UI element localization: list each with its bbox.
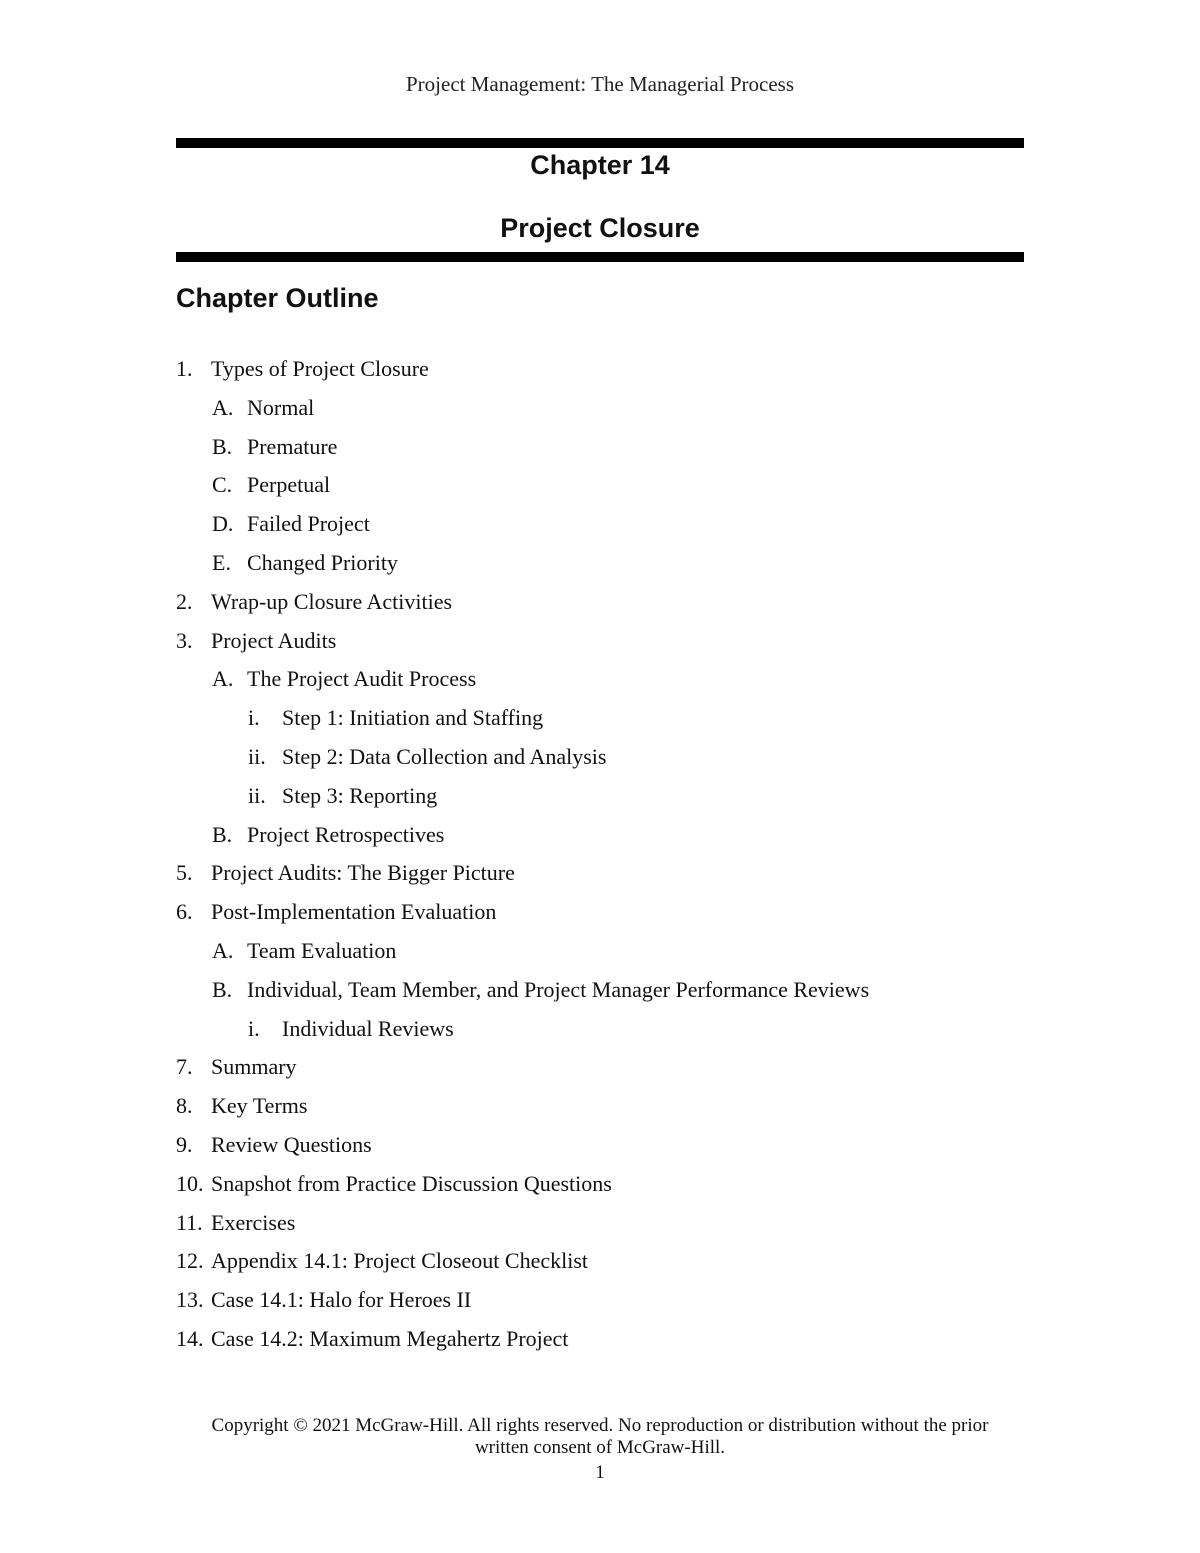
outline-item — [176, 1087, 1076, 1126]
outline-item-text: Post-Implementation Evaluation — [211, 899, 497, 925]
outline-item — [176, 777, 1076, 816]
outline-item-marker: 7. — [176, 1054, 193, 1080]
outline-item-text: Individual Reviews — [282, 1015, 454, 1041]
outline-item-marker: 10. — [176, 1170, 204, 1196]
outline-item — [176, 816, 1076, 855]
outline-item-text: Project Audits — [211, 627, 337, 653]
outline-item-marker: 13. — [176, 1287, 204, 1313]
outline-item — [176, 1204, 1076, 1243]
outline-item-marker: A. — [212, 666, 234, 692]
outline-item-marker: 14. — [176, 1325, 204, 1351]
outline-item — [176, 854, 1076, 893]
outline-item-text: Team Evaluation — [247, 937, 397, 963]
top-rule — [176, 138, 1024, 148]
outline-item — [176, 544, 1076, 583]
outline-item — [176, 505, 1076, 544]
outline-item — [176, 466, 1076, 505]
outline-item — [176, 1242, 1076, 1281]
outline-item-text: Appendix 14.1: Project Closeout Checklist — [211, 1248, 589, 1274]
outline-item — [176, 1320, 1076, 1359]
outline-item-text: Snapshot from Practice Discussion Questions — [211, 1170, 612, 1196]
outline-item-marker: A. — [212, 394, 234, 420]
outline-item-text: Step 3: Reporting — [282, 782, 438, 808]
outline-item — [176, 1126, 1076, 1165]
outline-item — [176, 622, 1076, 661]
outline-item-text: Normal — [247, 394, 315, 420]
outline-item-text: Case 14.2: Maximum Megahertz Project — [211, 1325, 569, 1351]
outline-item-text: Types of Project Closure — [211, 356, 429, 381]
outline-item — [176, 699, 1076, 738]
outline-item-text: Project Audits: The Bigger Picture — [211, 860, 515, 886]
copyright-footer — [0, 1415, 1200, 1459]
outline-item-marker: B. — [212, 433, 233, 459]
outline-item — [176, 389, 1076, 428]
outline-item-text: Key Terms — [211, 1093, 308, 1119]
outline-item-text: Individual, Team Member, and Project Manager Performance Reviews — [247, 976, 870, 1002]
outline-item — [176, 971, 1076, 1010]
outline-item-marker: B. — [212, 976, 233, 1002]
copyright-line-2: written consent of McGraw-Hill. — [474, 1437, 726, 1458]
outline-item-marker: A. — [212, 937, 234, 963]
chapter-outline-list — [176, 350, 1076, 1359]
outline-item — [176, 932, 1076, 971]
outline-item-marker: 1. — [176, 356, 193, 381]
outline-item-text: Case 14.1: Halo for Heroes II — [211, 1287, 472, 1313]
chapter-title: Project Closure — [500, 213, 700, 243]
outline-item-marker: 12. — [176, 1248, 204, 1274]
outline-item-text: Step 1: Initiation and Staffing — [282, 705, 544, 731]
copyright-line-1: Copyright © 2021 McGraw-Hill. All rights reserved. No reproduction or distribution without the prior — [211, 1415, 989, 1436]
outline-item — [176, 1010, 1076, 1049]
outline-item-text: Wrap-up Closure Activities — [211, 588, 453, 614]
outline-item-marker: ii. — [248, 782, 266, 808]
outline-item-marker: D. — [212, 511, 234, 537]
outline-item-text: Perpetual — [247, 472, 331, 498]
outline-item-text: Summary — [211, 1054, 297, 1080]
outline-item-marker: 6. — [176, 899, 193, 925]
outline-item-marker: 8. — [176, 1093, 193, 1119]
outline-heading: Chapter Outline — [176, 283, 379, 313]
running-header: Project Management: The Managerial Process — [406, 72, 794, 96]
outline-item-marker: 3. — [176, 627, 193, 653]
chapter-number: Chapter 14 — [530, 150, 670, 180]
outline-item — [176, 893, 1076, 932]
outline-item — [176, 428, 1076, 467]
outline-item — [176, 1165, 1076, 1204]
bottom-rule — [176, 252, 1024, 262]
page-number: 1 — [595, 1462, 605, 1483]
outline-item-marker: B. — [212, 821, 233, 847]
outline-item-marker: C. — [212, 472, 233, 498]
outline-item — [176, 1048, 1076, 1087]
outline-item-marker: i. — [248, 705, 260, 731]
outline-item-marker: E. — [212, 549, 231, 575]
outline-item — [176, 738, 1076, 777]
outline-item-marker: 11. — [176, 1209, 203, 1235]
outline-item-text: Premature — [247, 433, 338, 459]
outline-item-marker: 9. — [176, 1131, 193, 1157]
outline-item-marker: 5. — [176, 860, 193, 886]
outline-item-text: The Project Audit Process — [247, 666, 477, 692]
outline-item-text: Failed Project — [247, 511, 370, 537]
outline-item-marker: i. — [248, 1015, 260, 1041]
outline-item-text: Review Questions — [211, 1131, 372, 1157]
outline-item-text: Step 2: Data Collection and Analysis — [282, 743, 607, 769]
outline-item — [176, 1281, 1076, 1320]
outline-item-text: Exercises — [211, 1209, 296, 1235]
outline-item-marker: ii. — [248, 743, 266, 769]
outline-item — [176, 350, 1076, 389]
outline-item-text: Changed Priority — [247, 549, 398, 575]
outline-item — [176, 660, 1076, 699]
outline-item-text: Project Retrospectives — [247, 821, 445, 847]
outline-item — [176, 583, 1076, 622]
outline-item-marker: 2. — [176, 588, 193, 614]
